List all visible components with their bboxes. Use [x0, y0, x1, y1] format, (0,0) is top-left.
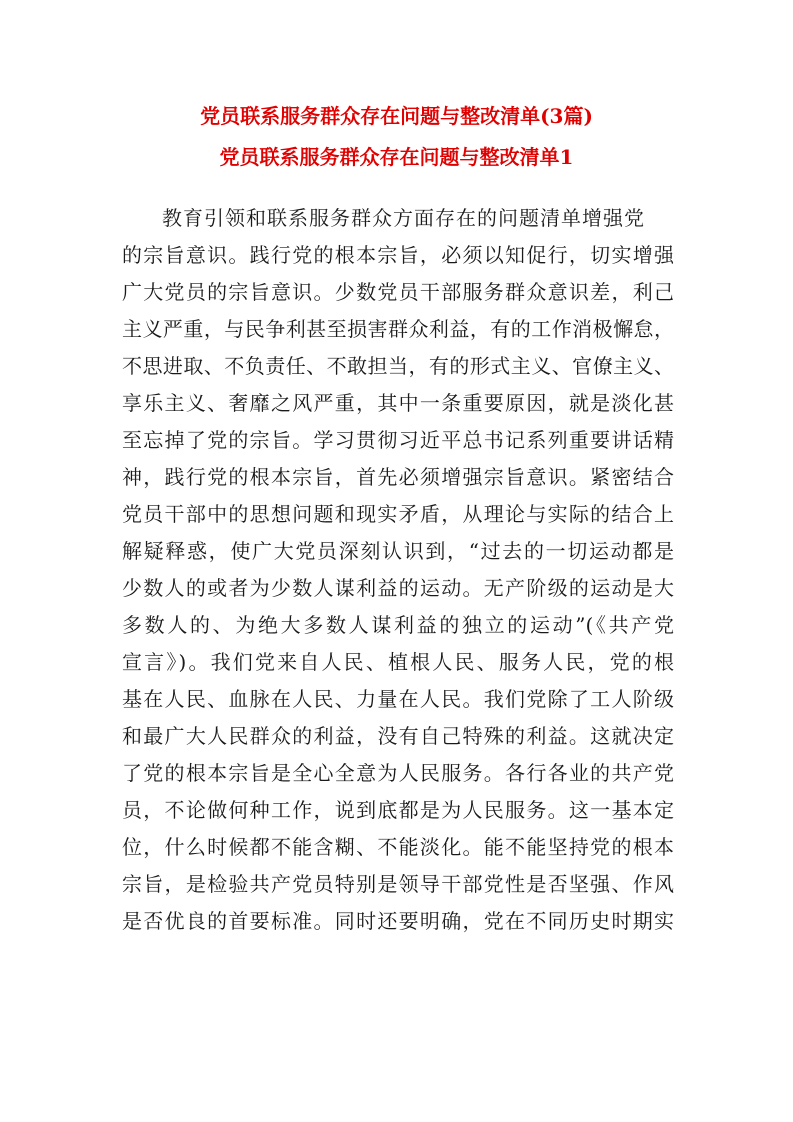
- paragraph-line: 教育引领和联系服务群众方面存在的问题清单增强党: [162, 206, 645, 230]
- paragraph-line: 的宗旨意识。践行党的根本宗旨，必须以知促行，切实增强: [122, 243, 674, 267]
- paragraph-line: 主义严重，与民争利甚至损害群众利益，有的工作消极懈怠，: [122, 317, 674, 341]
- document-title: 党员联系服务群众存在问题与整改清单(3篇): [200, 104, 593, 128]
- paragraph-line: 多数人的、为绝大多数人谋利益的独立的运动”(《共产党: [122, 613, 674, 637]
- paragraph-line: 基在人民、血脉在人民、力量在人民。我们党除了工人阶级: [122, 687, 674, 711]
- paragraph-line: 神，践行党的根本宗旨，首先必须增强宗旨意识。紧密结合: [122, 465, 674, 489]
- paragraph-line: 宗旨，是检验共产党员特别是领导干部党性是否坚强、作风: [122, 872, 674, 896]
- paragraph-line: 至忘掉了党的宗旨。学习贯彻习近平总书记系列重要讲话精: [122, 428, 674, 452]
- paragraph-line: 位，什么时候都不能含糊、不能淡化。能不能坚持党的根本: [122, 835, 674, 859]
- paragraph-line: 不思进取、不负责任、不敢担当，有的形式主义、官僚主义、: [122, 354, 674, 378]
- paragraph-line: 和最广大人民群众的利益，没有自己特殊的利益。这就决定: [122, 724, 674, 748]
- paragraph-line: 宣言》)。我们党来自人民、植根人民、服务人民，党的根: [122, 650, 674, 674]
- paragraph-line: 员，不论做何种工作，说到底都是为人民服务。这一基本定: [122, 798, 674, 822]
- paragraph-line: 广大党员的宗旨意识。少数党员干部服务群众意识差，利己: [122, 280, 674, 304]
- paragraph-line: 少数人的或者为少数人谋利益的运动。无产阶级的运动是大: [122, 576, 674, 600]
- body-paragraph: [122, 200, 674, 940]
- paragraph-line: 了党的根本宗旨是全心全意为人民服务。各行各业的共产党: [122, 761, 674, 785]
- paragraph-line: 享乐主义、奢靡之风严重，其中一条重要原因，就是淡化甚: [122, 391, 674, 415]
- document-subtitle: 党员联系服务群众存在问题与整改清单1: [219, 145, 574, 169]
- paragraph-line: 党员干部中的思想问题和现实矛盾，从理论与实际的结合上: [122, 502, 674, 526]
- paragraph-line: 是否优良的首要标准。同时还要明确，党在不同历史时期实: [122, 909, 674, 933]
- paragraph-line: 解疑释惑，使广大党员深刻认识到，“过去的一切运动都是: [122, 539, 674, 563]
